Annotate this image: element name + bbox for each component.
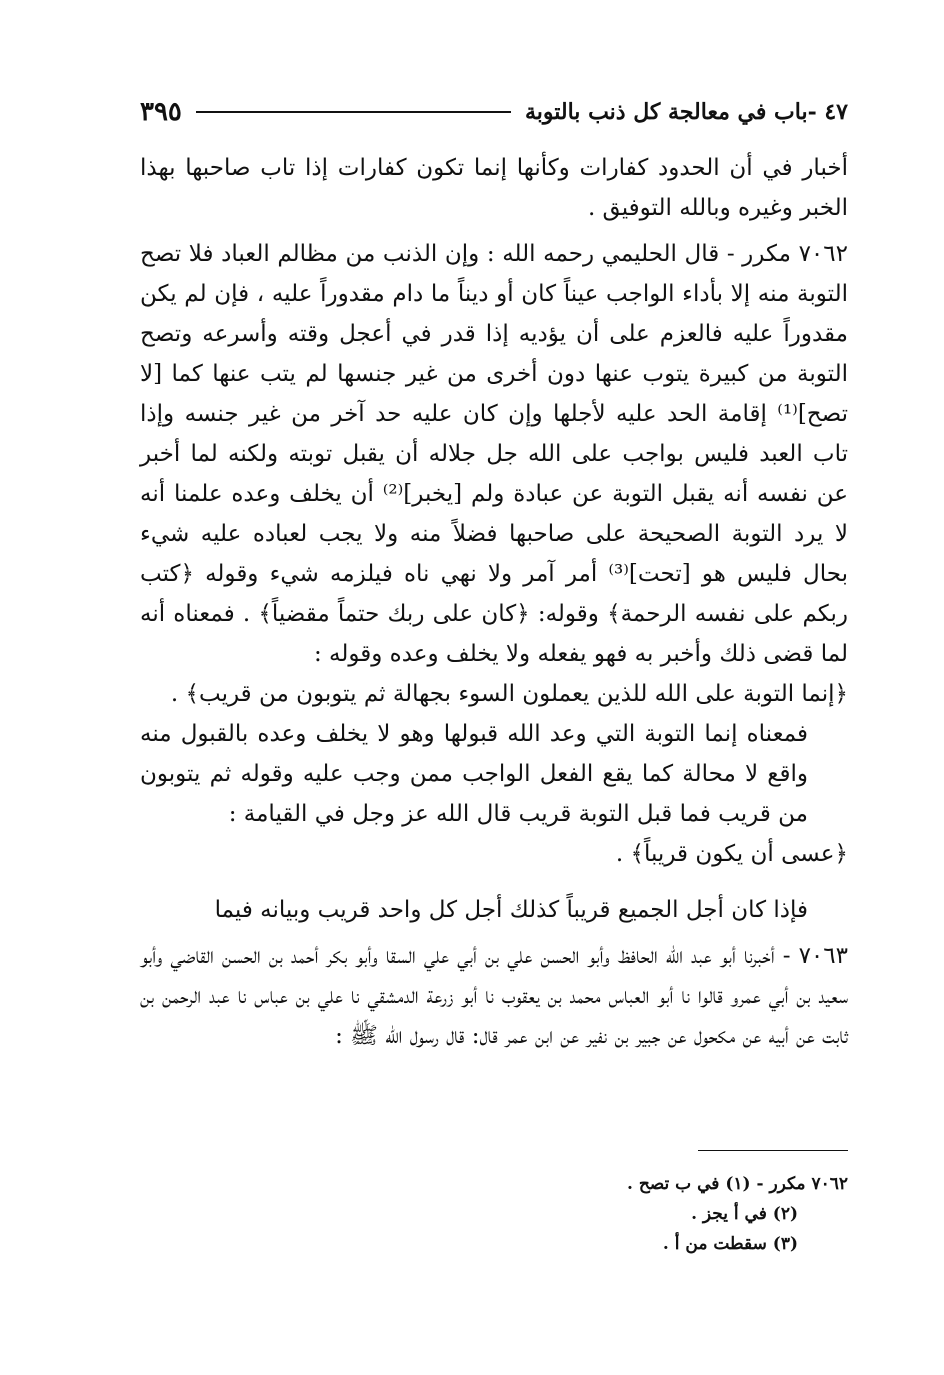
paragraph-7063: ٧٠٦٣ - أخبرنا أبو عبد الله الحافظ وأبو الحسن علي بن أبي علي السقا وأبو بكر أحمد بن الحسن القاضي وأبو سعيد بن أبي عمرو قالوا نا أبو العباس محمد بن يعقوب نا أبو زرعة الدمشقي نا علي بن عباس نا عبد الرحمن بن ثابت عن أبيه عن مكحول عن جبير بن نفير عن ابن عمر قال: قال رسول الله ﷺ : xyxy=(140,943,848,1049)
footnote-2: (٢) في أ يجز . xyxy=(691,1204,798,1224)
footnote-1: ٧٠٦٢ مكرر - (١) في ب تصح . xyxy=(626,1174,848,1194)
page-number: ٣٩٥ xyxy=(140,97,182,127)
quran-verse: ﴿إنما التوبة على الله للذين يعملون السوء بجهالة ثم يتوبون من قريب﴾ . xyxy=(170,681,848,707)
paragraph-7062: ٧٠٦٢ مكرر - قال الحليمي رحمه الله : وإن الذنب من مظالم العباد فلا تصح التوبة منه إلا بأداء الواجب عيناً كان أو ديناً ما دام مقدوراً عليه ، فإن لم يكن مقدوراً عليه فالعزم على أن يؤديه إذا قدر في أعجل وقته وأسرعه وتصح التوبة من كبيرة يتوب عنها دون أخرى من غير جنسها لم يتب عنها كما [لا تصح]⁽¹⁾ إقامة الحد عليه لأجلها وإن كان عليه حد آخر من غير جنسه وإذا تاب العبد فليس بواجب على الله جل جلاله أن يقبل توبته ولكنه لما أخبر عن نفسه أنه يقبل التوبة عن عبادة ولم [يخبر]⁽²⁾ أن يخلف وعده علمنا أنه لا يرد التوبة الصحيحة على صاحبها فضلاً منه ولا يجب لعباده عليه شيء بحال فليس هو [تحت]⁽³⁾ أمر آمر ولا نهي ناه فيلزمه شيء وقوله ﴿كتب ربكم على نفسه الرحمة﴾ وقوله: ﴿كان على ربك حتماً مقضياً﴾ . فمعناه أنه لما قضى ذلك وأخبر به فهو يفعله ولا يخلف وعده وقوله : xyxy=(140,241,848,667)
running-header xyxy=(140,92,848,132)
paragraph-commentary: فمعناه إنما التوبة التي وعد الله قبولها وهو لا يخلف وعده بالقبول منه واقع لا محالة كما يقع الفعل الواجب ممن وجب عليه وقوله ثم يتوبون من قريب فما قبل التوبة قريب قال الله عز وجل في القيامة : xyxy=(140,721,808,827)
footnote-3: (٣) سقطت من أ . xyxy=(662,1234,798,1254)
paragraph-intro: أخبار في أن الحدود كفارات وكأنها إنما تكون كفارات إذا تاب صاحبها بهذا الخبر وغيره وبالله التوفيق . xyxy=(140,155,848,221)
footnotes xyxy=(560,1150,848,1259)
main-text xyxy=(140,148,848,1056)
quran-verse: ﴿عسى أن يكون قريباً﴾ . xyxy=(615,841,848,867)
paragraph-conclusion: فإذا كان أجل الجميع قريباً كذلك أجل كل واحد قريب وبيانه فيما xyxy=(214,897,808,923)
chapter-title: ٤٧ -باب في معالجة كل ذنب بالتوبة xyxy=(524,99,848,125)
footnote-rule xyxy=(698,1150,848,1151)
header-rule xyxy=(196,111,511,113)
